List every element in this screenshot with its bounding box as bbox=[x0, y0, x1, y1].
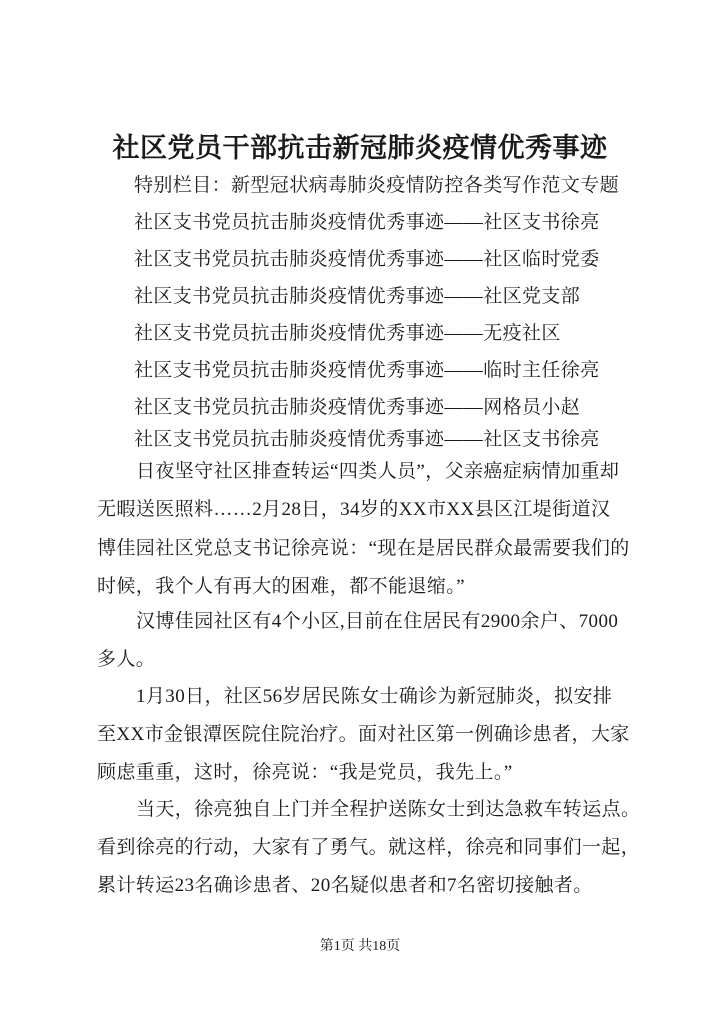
paragraph-line: 累计转运23名确诊患者、20名疑似患者和7名密切接触者。 bbox=[97, 875, 593, 896]
paragraph-line: 多人。 bbox=[97, 649, 156, 670]
paragraph-line: 博佳园社区党总支书记徐亮说：“现在是居民群众最需要我们的 bbox=[97, 538, 630, 559]
paragraph-line: 无暇送医照料……2月28日，34岁的XX市XX县区江堤街道汉 bbox=[97, 499, 611, 520]
list-item: 社区支书党员抗击肺炎疫情优秀事迹——社区党支部 bbox=[134, 286, 581, 307]
paragraph-line: 顾虑重重，这时，徐亮说：“我是党员，我先上。” bbox=[97, 762, 513, 783]
page-number-footer: 第1页 共18页 bbox=[319, 939, 401, 954]
paragraph-line: 看到徐亮的行动，大家有了勇气。就这样，徐亮和同事们一起， bbox=[97, 837, 641, 858]
list-item: 社区支书党员抗击肺炎疫情优秀事迹——临时主任徐亮 bbox=[134, 360, 600, 381]
paragraph-line: 日夜坚守社区排查转运“四类人员”，父亲癌症病情加重却 bbox=[136, 461, 620, 482]
list-item: 社区支书党员抗击肺炎疫情优秀事迹——网格员小赵 bbox=[134, 397, 581, 418]
list-item: 社区支书党员抗击肺炎疫情优秀事迹——社区支书徐亮 bbox=[134, 212, 600, 233]
document-title: 社区党员干部抗击新冠肺炎疫情优秀事迹 bbox=[112, 133, 608, 163]
paragraph-line: 时候，我个人有再大的困难，都不能退缩。” bbox=[97, 576, 465, 597]
paragraph-line: 1月30日，社区56岁居民陈女士确诊为新冠肺炎，拟安排 bbox=[136, 686, 613, 707]
list-item: 社区支书党员抗击肺炎疫情优秀事迹——社区支书徐亮 bbox=[134, 429, 600, 450]
paragraph-line: 至XX市金银潭医院住院治疗。面对社区第一例确诊患者，大家 bbox=[97, 724, 630, 745]
list-item: 社区支书党员抗击肺炎疫情优秀事迹——无疫社区 bbox=[134, 323, 561, 344]
paragraph-line: 当天，徐亮独自上门并全程护送陈女士到达急救车转运点。 bbox=[136, 799, 641, 820]
list-item: 特别栏目：新型冠状病毒肺炎疫情防控各类写作范文专题 bbox=[134, 175, 620, 196]
paragraph-line: 汉博佳园社区有4个小区,目前在住居民有2900余户、7000 bbox=[136, 611, 619, 632]
list-item: 社区支书党员抗击肺炎疫情优秀事迹——社区临时党委 bbox=[134, 249, 600, 270]
